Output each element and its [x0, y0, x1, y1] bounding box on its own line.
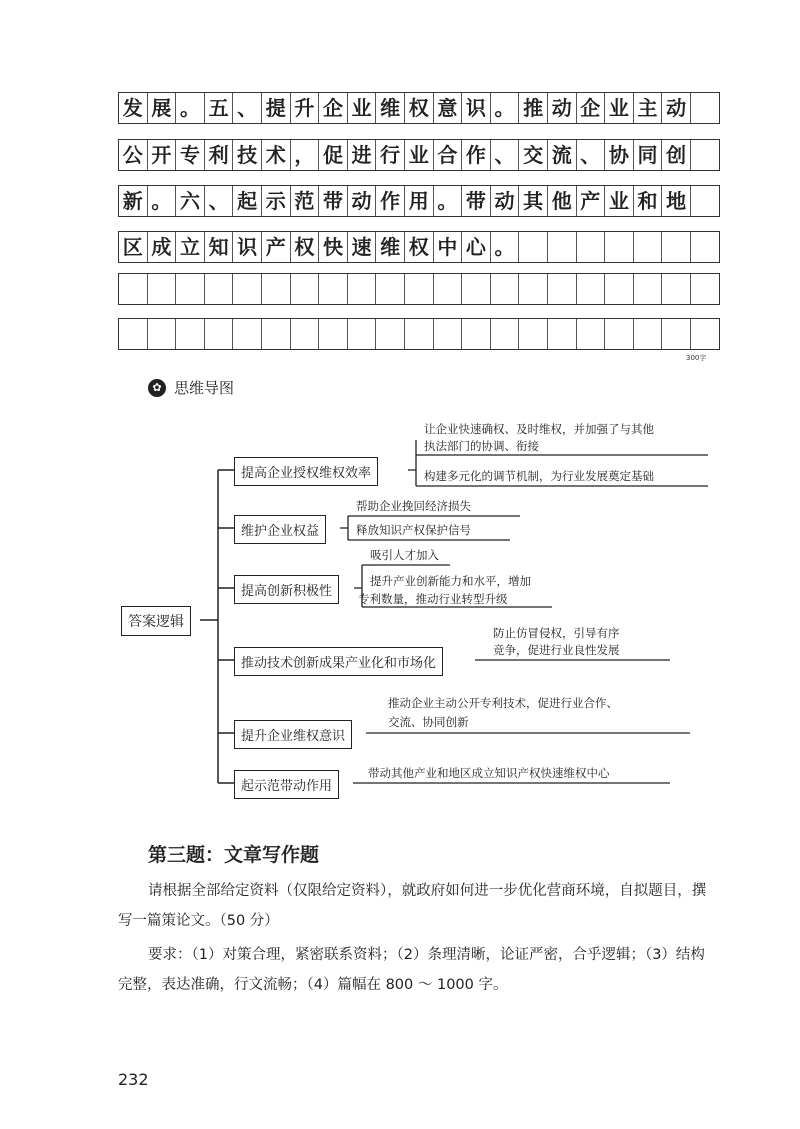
branch-6-note-1: 带动其他产业和地区成立知识产权快速维权中心: [368, 766, 610, 780]
grid-cell: 带: [462, 186, 491, 216]
branch-5: 提升企业维权意识: [234, 720, 352, 749]
branch-1: 提高企业授权维权效率: [234, 457, 378, 486]
grid-cell: 、: [577, 140, 606, 170]
branch-3-note-2: 提升产业创新能力和水平，增加: [370, 574, 531, 588]
branch-2: 维护企业权益: [234, 515, 326, 544]
grid-cell: 动: [662, 93, 691, 123]
grid-cell: 进: [348, 140, 377, 170]
mindmap-title: 思维导图: [174, 379, 235, 397]
grid-cell: 其: [519, 186, 548, 216]
branch-1-note-2: 执法部门的协调、衔接: [424, 439, 539, 453]
grid-cell: 提: [262, 93, 291, 123]
branch-4-note-2: 竞争，促进行业良性发展: [493, 643, 620, 657]
grid-cell: 地: [662, 186, 691, 216]
grid-cell: 业: [605, 186, 634, 216]
grid-cell: 。: [434, 186, 463, 216]
grid-cell: 意: [434, 93, 463, 123]
grid-cell: 、: [205, 186, 234, 216]
branch-3-note-1: 吸引人才加入: [370, 548, 439, 562]
mindmap-root: 答案逻辑: [121, 606, 191, 636]
grid-cell: 创: [662, 140, 691, 170]
branch-4-note-1: 防止仿冒侵权，引导有序: [493, 626, 620, 640]
grid-cell: 。: [491, 93, 520, 123]
grid-cell: 速: [348, 232, 377, 262]
grid-cell: 企: [577, 93, 606, 123]
grid-cell: 识: [462, 93, 491, 123]
section-paragraph-2: 要求：（1）对策合理，紧密联系资料；（2）条理清晰，论证严密，合乎逻辑；（3）结构完整，表达准确，行文流畅；（4）篇幅在 800 ～ 1000 字。: [118, 947, 705, 993]
grid-cell: 升: [291, 93, 320, 123]
grid-cell: 中: [434, 232, 463, 262]
grid-cell: ，: [291, 140, 320, 170]
grid-cell: 开: [148, 140, 177, 170]
grid-cell: 产: [262, 232, 291, 262]
grid-cell: 起: [233, 186, 262, 216]
grid-cell: 推: [519, 93, 548, 123]
section-paragraph-1: 请根据全部给定资料（仅限给定资料），就政府如何进一步优化营商环境，自拟题目，撰写一篇策论文。（50 分）: [118, 883, 707, 929]
branch-6: 起示范带动作用: [234, 770, 339, 799]
grid-cell: 专: [176, 140, 205, 170]
word-count-label: 300字: [686, 354, 707, 362]
grid-cell: 权: [405, 232, 434, 262]
grid-cell: 技: [233, 140, 262, 170]
flower-icon: ✿: [148, 379, 166, 397]
grid-cell: 同: [634, 140, 663, 170]
grid-cell: 动: [348, 186, 377, 216]
grid-cell: 和: [634, 186, 663, 216]
branch-1-note-3: 构建多元化的调节机制，为行业发展奠定基础: [424, 469, 654, 483]
grid-cell: 。: [148, 186, 177, 216]
grid-cell: 用: [405, 186, 434, 216]
grid-cell: 示: [262, 186, 291, 216]
grid-cell: 动: [491, 186, 520, 216]
grid-cell: 作: [462, 140, 491, 170]
grid-cell: 快: [319, 232, 348, 262]
branch-5-note-1: 推动企业主动公开专利技术，促进行业合作、: [388, 696, 618, 710]
grid-cell: 、: [491, 140, 520, 170]
grid-cell: 五: [205, 93, 234, 123]
grid-cell: 心: [462, 232, 491, 262]
grid-cell: 。: [176, 93, 205, 123]
branch-3-note-3: 专利数量，推动行业转型升级: [358, 592, 508, 606]
grid-cell: 范: [291, 186, 320, 216]
grid-cell: 企: [319, 93, 348, 123]
grid-cell: 业: [405, 140, 434, 170]
grid-cell: 维: [376, 93, 405, 123]
grid-cell: 识: [233, 232, 262, 262]
branch-5-note-2: 交流、协同创新: [388, 715, 469, 729]
grid-cell: 。: [491, 232, 520, 262]
grid-cell: 带: [319, 186, 348, 216]
grid-cell: 权: [405, 93, 434, 123]
grid-cell: 维: [376, 232, 405, 262]
grid-cell: 利: [205, 140, 234, 170]
grid-cell: 交: [519, 140, 548, 170]
grid-cell: 区: [119, 232, 148, 262]
grid-cell: 合: [434, 140, 463, 170]
grid-cell: 立: [176, 232, 205, 262]
grid-cell: 促: [319, 140, 348, 170]
grid-cell: 业: [348, 93, 377, 123]
grid-cell: 协: [605, 140, 634, 170]
grid-cell: 术: [262, 140, 291, 170]
branch-2-note-1: 帮助企业挽回经济损失: [356, 499, 471, 513]
grid-cell: 权: [291, 232, 320, 262]
grid-cell: 主: [634, 93, 663, 123]
grid-cell: 公: [119, 140, 148, 170]
grid-cell: 、: [233, 93, 262, 123]
grid-cell: 新: [119, 186, 148, 216]
page-number: 232: [118, 1070, 149, 1089]
grid-cell: 行: [376, 140, 405, 170]
grid-cell: 展: [148, 93, 177, 123]
grid-cell: 产: [577, 186, 606, 216]
grid-cell: 业: [605, 93, 634, 123]
branch-3: 提高创新积极性: [234, 575, 339, 604]
grid-cell: 知: [205, 232, 234, 262]
grid-cell: 成: [148, 232, 177, 262]
grid-cell: 他: [548, 186, 577, 216]
grid-cell: 发: [119, 93, 148, 123]
grid-cell: 六: [176, 186, 205, 216]
grid-cell: 流: [548, 140, 577, 170]
branch-4: 推动技术创新成果产业化和市场化: [234, 647, 443, 676]
grid-cell: 作: [376, 186, 405, 216]
grid-cell: 动: [548, 93, 577, 123]
section-title: 第三题：文章写作题: [148, 844, 320, 866]
branch-2-note-2: 释放知识产权保护信号: [356, 523, 471, 537]
branch-1-note-1: 让企业快速确权、及时维权，并加强了与其他: [424, 422, 654, 436]
